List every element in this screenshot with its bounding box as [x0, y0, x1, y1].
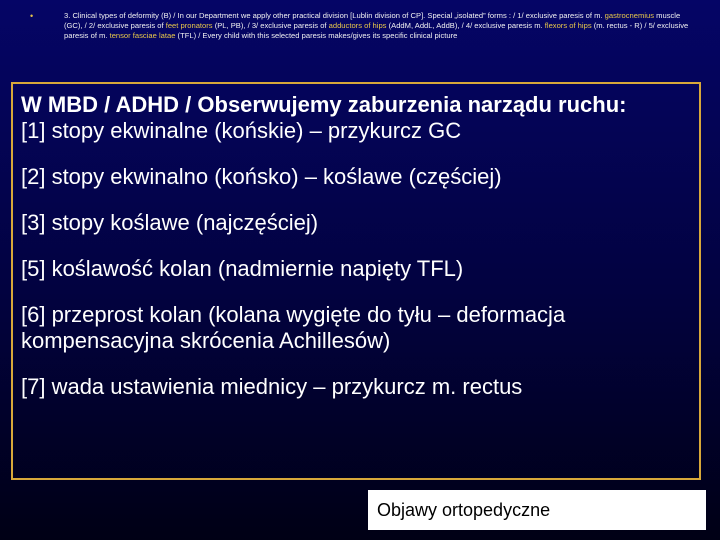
- caption-box: Objawy ortopedyczne: [368, 490, 706, 530]
- note-highlight-flexors: flexors of hips: [544, 21, 592, 30]
- list-item-2: [2] stopy ekwinalno (końsko) – koślawe (częściej): [21, 164, 502, 189]
- header-note-text: [64, 11, 700, 41]
- list-item-5: [5] koślawość kolan (nadmiernie napięty TFL): [21, 256, 464, 281]
- note-highlight-gastrocnemius: gastrocnemius: [604, 11, 655, 20]
- note-part-6: (TFL) / Every child with this selected paresis makes/gives its specific clinical picture: [175, 31, 458, 40]
- list-item-1: [1] stopy ekwinalne (końskie) – przykurcz GC: [21, 118, 462, 143]
- list-item-7: [7] wada ustawienia miednicy – przykurcz m. rectus: [21, 374, 523, 399]
- header-note: [30, 11, 700, 41]
- note-highlight-adductors: adductors of hips: [328, 21, 387, 30]
- note-highlight-tfl: tensor fasciae latae: [109, 31, 176, 40]
- note-part-3: (PL, PB), / 3/ exclusive paresis of: [212, 21, 329, 30]
- note-part-4: (AddM, AddL, AddB), / 4/ exclusive paresis m.: [386, 21, 545, 30]
- list-item-3: [3] stopy koślawe (najczęściej): [21, 210, 319, 235]
- content-box: [11, 82, 701, 480]
- slide-heading: W MBD / ADHD / Obserwujemy zaburzenia narządu ruchu:: [21, 92, 627, 117]
- note-part-1: 3. Clinical types of deformity (B) / In our Department we apply other practical division [Lublin division of CP]. Special „isolated” forms : / 1/ exclusive paresis of m.: [64, 11, 605, 20]
- note-part-2: muscle (GC), / 2/ exclusive paresis of: [64, 11, 681, 30]
- note-highlight-feet-pronators: feet pronators: [165, 21, 213, 30]
- bullet-icon: •: [30, 11, 34, 21]
- note-part-5: (m. rectus - R) / 5/ exclusive paresis of m.: [64, 21, 689, 40]
- list-item-6: [6] przeprost kolan (kolana wygięte do tyłu – deformacja kompensacyjna skrócenia Achillesów): [21, 302, 566, 353]
